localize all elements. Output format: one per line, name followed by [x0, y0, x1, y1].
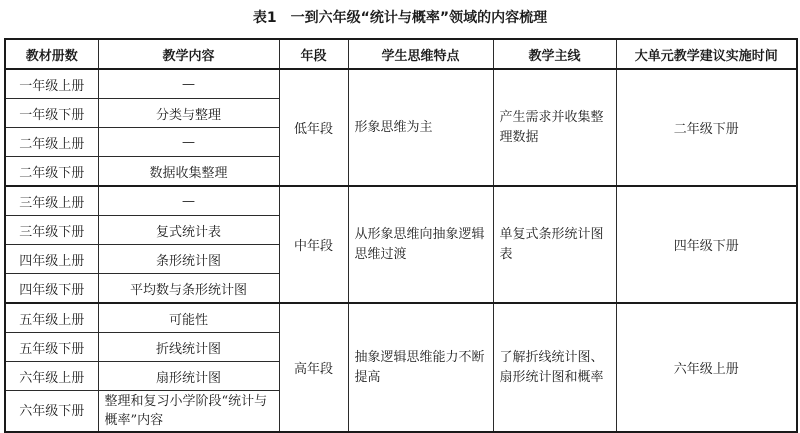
- cell-content: 可能性: [98, 303, 279, 333]
- header-feature: 学生思维特点: [348, 39, 493, 69]
- cell-content: 平均数与条形统计图: [98, 274, 279, 304]
- cell-content: 扇形统计图: [98, 362, 279, 391]
- header-book: 教材册数: [5, 39, 98, 69]
- cell-time: 二年级下册: [616, 69, 797, 186]
- cell-book: 四年级上册: [5, 245, 98, 274]
- content-table: [4, 38, 798, 433]
- cell-time: 六年级上册: [616, 303, 797, 432]
- table-caption: [0, 0, 800, 36]
- cell-book: 二年级上册: [5, 128, 98, 157]
- cell-main-line: 了解折线统计图、扇形统计图和概率: [493, 303, 616, 432]
- cell-content: 整理和复习小学阶段“统计与概率”内容: [98, 391, 279, 433]
- cell-feature: 从形象思维向抽象逻辑思维过渡: [348, 186, 493, 303]
- cell-content: 分类与整理: [98, 99, 279, 128]
- table-row: [5, 69, 797, 99]
- cell-stage: 中年段: [279, 186, 348, 303]
- cell-book: 六年级上册: [5, 362, 98, 391]
- cell-book: 三年级下册: [5, 216, 98, 245]
- cell-stage: 高年段: [279, 303, 348, 432]
- header-stage: 年段: [279, 39, 348, 69]
- cell-content: 复式统计表: [98, 216, 279, 245]
- cell-content: 条形统计图: [98, 245, 279, 274]
- cell-content: 折线统计图: [98, 333, 279, 362]
- cell-book: 三年级上册: [5, 186, 98, 216]
- cell-main-line: 产生需求并收集整理数据: [493, 69, 616, 186]
- header-row: [5, 39, 797, 69]
- cell-content: —: [98, 186, 279, 216]
- table-title: 一到六年级“统计与概率”领域的内容梳理: [290, 10, 548, 26]
- cell-content: —: [98, 128, 279, 157]
- header-main-line: 教学主线: [493, 39, 616, 69]
- cell-content: —: [98, 69, 279, 99]
- cell-time: 四年级下册: [616, 186, 797, 303]
- cell-feature: 形象思维为主: [348, 69, 493, 186]
- cell-book: 二年级下册: [5, 157, 98, 187]
- cell-stage: 低年段: [279, 69, 348, 186]
- table-number: 表1: [252, 10, 277, 26]
- cell-book: 一年级下册: [5, 99, 98, 128]
- cell-book: 四年级下册: [5, 274, 98, 304]
- cell-book: 五年级下册: [5, 333, 98, 362]
- table-row: [5, 186, 797, 216]
- cell-book: 一年级上册: [5, 69, 98, 99]
- table-row: [5, 303, 797, 333]
- header-content: 教学内容: [98, 39, 279, 69]
- header-time: 大单元教学建议实施时间: [616, 39, 797, 69]
- cell-book: 五年级上册: [5, 303, 98, 333]
- cell-book: 六年级下册: [5, 391, 98, 433]
- cell-feature: 抽象逻辑思维能力不断提高: [348, 303, 493, 432]
- cell-content: 数据收集整理: [98, 157, 279, 187]
- cell-main-line: 单复式条形统计图表: [493, 186, 616, 303]
